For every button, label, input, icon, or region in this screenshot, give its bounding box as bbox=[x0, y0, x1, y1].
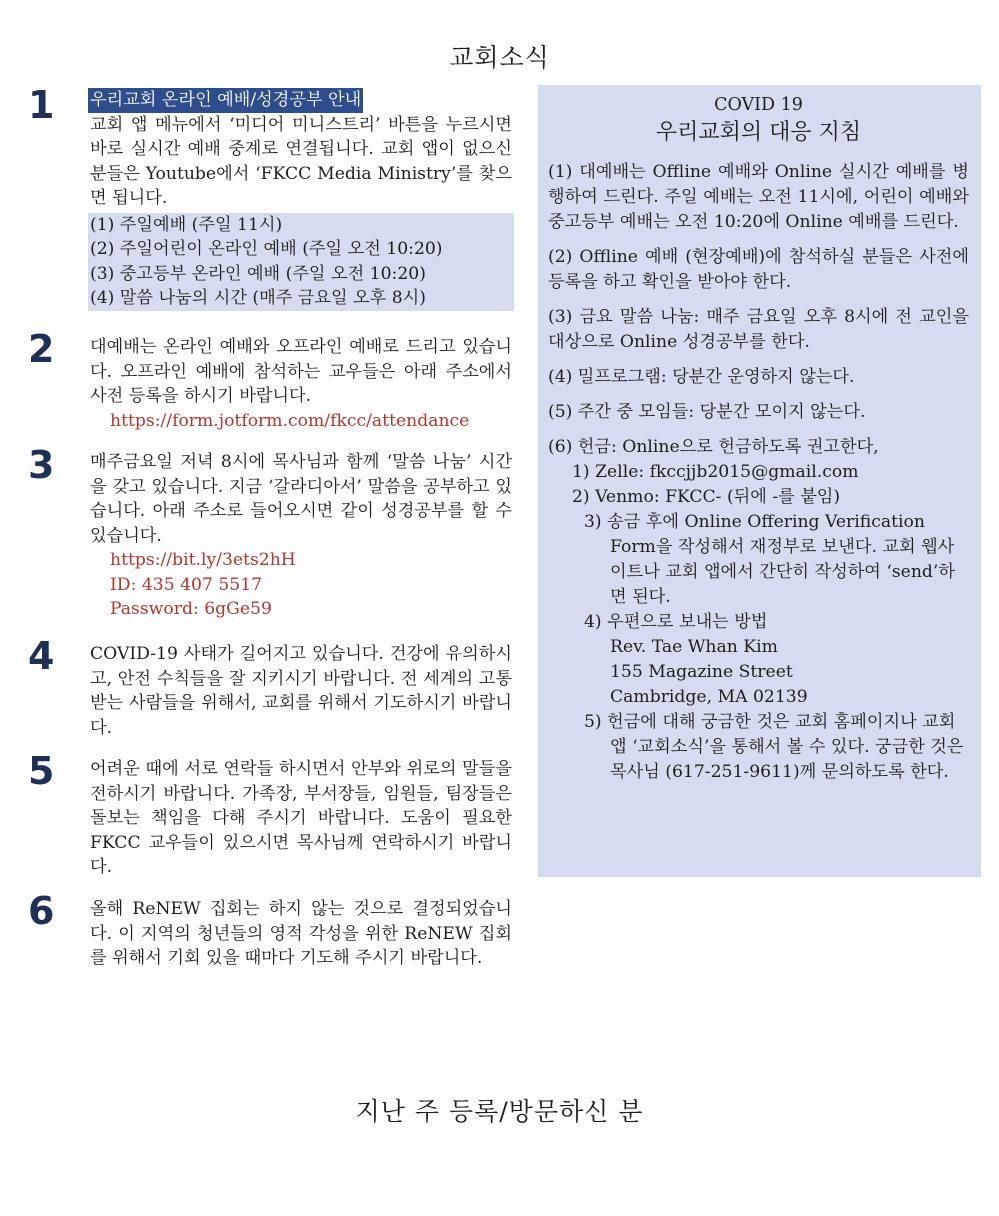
page-title: 교회소식 bbox=[449, 43, 550, 72]
offering-section bbox=[548, 435, 969, 785]
item-number-1: 1 bbox=[28, 83, 55, 127]
item-6-body: 올해 ReNEW 집회는 하지 않는 것으로 결정되었습니다. 이 지역의 청년들의 영적 각성을 위한 ReNEW 집회를 위해서 기회 있을 때마다 기도해 주시기 바랍니다. bbox=[90, 899, 512, 968]
address-line: Rev. Tae Whan Kim bbox=[610, 637, 778, 657]
item-number-6: 6 bbox=[28, 889, 55, 933]
item-1-body: 교회 앱 메뉴에서 ‘미디어 미니스트리’ 바튼을 누르시면 바로 실시간 예배 중계로 연결됩니다. 교회 앱이 없으신 분들은 Youtube에서 ‘FKCC Media Ministry’를 찾으면 됩니다. bbox=[90, 114, 512, 208]
address-line: 155 Magazine Street bbox=[610, 662, 793, 682]
news-item-3 bbox=[90, 450, 512, 622]
schedule-item: (1) 주일예배 (주일 11시) bbox=[90, 214, 283, 235]
item-number-4: 4 bbox=[28, 634, 55, 678]
bible-study-link[interactable]: https://bit.ly/3ets2hH bbox=[110, 550, 296, 570]
attendance-link[interactable]: https://form.jotform.com/fkcc/attendance bbox=[110, 410, 470, 431]
item-2-body: 대예배는 온라인 예배와 오프라인 예배로 드리고 있습니다. 오프라인 예배에 참석하는 교우들은 아래 주소에서 사전 등록을 하시기 바랍니다. bbox=[90, 337, 512, 406]
item-5-body: 어려운 때에 서로 연락들 하시면서 안부와 위로의 말들을 전하시기 바랍니다. 가족장, 부서장들, 임원들, 팀장들은 돌보는 책임을 다해 주시기 바랍니다. 도움이 필요한 FKCC 교우들이 있으시면 목사님께 연락하시기 바랍니다. bbox=[90, 759, 512, 877]
news-item-4 bbox=[90, 642, 512, 740]
verification-info: 3) 송금 후에 Online Offering Verification Form을 작성해서 재정부로 보낸다. 교회 웹사이트나 교회 앱에서 간단히 작성하여 ‘send’하면 된다. bbox=[584, 512, 955, 607]
covid-rule: (2) Offline 예배 (현장예배)에 참석하실 분들은 사전에 등록을 하고 확인을 받아야 한다. bbox=[548, 247, 969, 292]
covid-rule: (3) 금요 말씀 나눔: 매주 금요일 오후 8시에 전 교인을 대상으로 Online 성경공부를 한다. bbox=[548, 307, 969, 352]
venmo-info: 2) Venmo: FKCC- (뒤에 -를 붙임) bbox=[572, 487, 841, 507]
schedule-item: (3) 중고등부 온라인 예배 (주일 오전 10:20) bbox=[90, 263, 426, 284]
covid-rule: (4) 밀프로그램: 당분간 운영하지 않는다. bbox=[548, 367, 855, 387]
meeting-id: ID: 435 407 5517 bbox=[110, 574, 263, 595]
news-item-1 bbox=[90, 88, 512, 311]
covid-rule: (1) 대예배는 Offline 예배와 Online 실시간 예배를 병행하여 드린다. 주일 예배는 오전 11시에, 어린이 예배와 중고등부 예배는 오전 10:20에 Online 예배를 드린다. bbox=[548, 162, 969, 232]
worship-schedule bbox=[88, 213, 514, 311]
schedule-item: (4) 말씀 나눔의 시간 (매주 금요일 오후 8시) bbox=[90, 288, 426, 308]
item-4-body: COVID-19 사태가 길어지고 있습니다. 건강에 유의하시고, 안전 수칙들을 잘 지키시기 바랍니다. 전 세계의 고통받는 사람들을 위해서, 교회를 위해서 기도하시기 바랍니다. bbox=[90, 644, 512, 738]
item-number-5: 5 bbox=[28, 749, 55, 793]
online-worship-heading: 우리교회 온라인 예배/성경공부 안내 bbox=[88, 88, 363, 113]
questions-info: 5) 헌금에 대해 궁금한 것은 교회 홈페이지나 교회 앱 ‘교회소식’을 통해서 볼 수 있다. 궁금한 것은 목사님 (617-251-9611)께 문의하도록 한다. bbox=[584, 712, 964, 782]
schedule-item: (2) 주일어린이 온라인 예배 (주일 오전 10:20) bbox=[90, 239, 443, 259]
visitors-heading: 지난 주 등록/방문하신 분 bbox=[355, 1097, 644, 1126]
covid-subheading: 우리교회의 대응 지침 bbox=[655, 120, 862, 145]
covid-rule: (5) 주간 중 모임들: 당분간 모이지 않는다. bbox=[548, 402, 866, 422]
news-item-6 bbox=[90, 897, 512, 971]
news-item-2 bbox=[90, 335, 512, 433]
covid-guidelines-box bbox=[538, 85, 981, 877]
mail-info: 4) 우편으로 보내는 방법 bbox=[584, 612, 768, 632]
item-3-body: 매주금요일 저녁 8시에 목사님과 함께 ‘말씀 나눔’ 시간을 갖고 있습니다. 지금 ‘갈라디아서’ 말씀을 공부하고 있습니다. 아래 주소로 들어오시면 같이 성경공부를 할 수 있습니다. bbox=[90, 452, 512, 546]
news-item-5 bbox=[90, 757, 512, 880]
item-number-2: 2 bbox=[28, 327, 55, 371]
meeting-password: Password: 6gGe59 bbox=[110, 599, 272, 619]
covid-heading: COVID 19 bbox=[714, 95, 803, 115]
item-number-3: 3 bbox=[28, 443, 55, 487]
offering-intro: (6) 헌금: Online으로 헌금하도록 권고한다, bbox=[548, 437, 879, 457]
zelle-info: 1) Zelle: fkccjjb2015@gmail.com bbox=[572, 462, 859, 482]
address-line: Cambridge, MA 02139 bbox=[610, 687, 808, 707]
